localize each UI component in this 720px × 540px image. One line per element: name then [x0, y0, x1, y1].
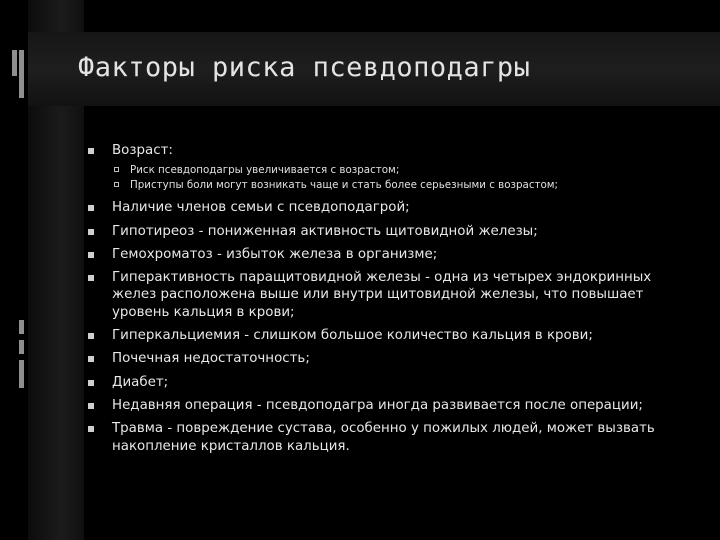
list-item	[88, 350, 678, 367]
slide-title: Факторы риска псевдоподагры	[78, 52, 531, 83]
hollow-square-bullet-icon	[114, 167, 119, 172]
list-item-text: Гипотиреоз - пониженная активность щитовидной железы;	[112, 223, 538, 239]
sub-list-item-text: Приступы боли могут возникать чаще и стать более серьезными с возрастом;	[130, 179, 559, 192]
decorative-bars	[0, 40, 28, 330]
list-item-text: Травма - повреждение сустава, особенно у пожилых людей, может вызвать накопление кристаллов кальция.	[112, 421, 655, 454]
list-item-text: Почечная недостаточность;	[112, 351, 310, 367]
list-item-text: Гиперактивность паращитовидной железы - одна из четырех эндокринных желез расположена выше или внутри щитовидной железы, что повышает уровень кальция в крови;	[112, 270, 652, 320]
list-item-text: Гиперкальциемия - слишком большое количество кальция в крови;	[112, 328, 593, 344]
sub-list-item-text: Риск псевдоподагры увеличивается с возрастом;	[130, 164, 400, 177]
sub-list-item	[112, 163, 678, 178]
square-bullet-icon	[88, 148, 94, 154]
square-bullet-icon	[88, 275, 94, 281]
list-item	[88, 246, 678, 263]
list-item	[88, 223, 678, 240]
list-item-text: Диабет;	[112, 374, 169, 390]
square-bullet-icon	[88, 229, 94, 235]
square-bullet-icon	[88, 252, 94, 258]
square-bullet-icon	[88, 403, 94, 409]
list-item-text: Наличие членов семьи с псевдоподагрой;	[112, 200, 410, 216]
list-item	[88, 374, 678, 391]
decorative-bar	[19, 360, 24, 388]
sub-list-item	[112, 178, 678, 193]
square-bullet-icon	[88, 426, 94, 432]
list-item-text: Недавняя операция - псевдоподагра иногда развивается после операции;	[112, 397, 643, 413]
square-bullet-icon	[88, 333, 94, 339]
list-item	[88, 327, 678, 344]
list-item	[88, 397, 678, 414]
decorative-bar	[12, 50, 17, 76]
list-item-text: Гемохроматоз - избыток железа в организме;	[112, 246, 438, 262]
decorative-bar	[19, 340, 24, 354]
decorative-bar	[19, 320, 24, 334]
square-bullet-icon	[88, 356, 94, 362]
bullet-list	[88, 142, 678, 461]
square-bullet-icon	[88, 205, 94, 211]
list-item-text: Возраст:	[112, 143, 173, 158]
hollow-square-bullet-icon	[114, 182, 119, 187]
square-bullet-icon	[88, 380, 94, 386]
sub-list	[112, 163, 678, 193]
list-item	[88, 269, 678, 321]
list-item	[88, 420, 678, 455]
list-item	[88, 199, 678, 216]
list-item	[88, 142, 678, 193]
decorative-bar	[19, 50, 24, 98]
